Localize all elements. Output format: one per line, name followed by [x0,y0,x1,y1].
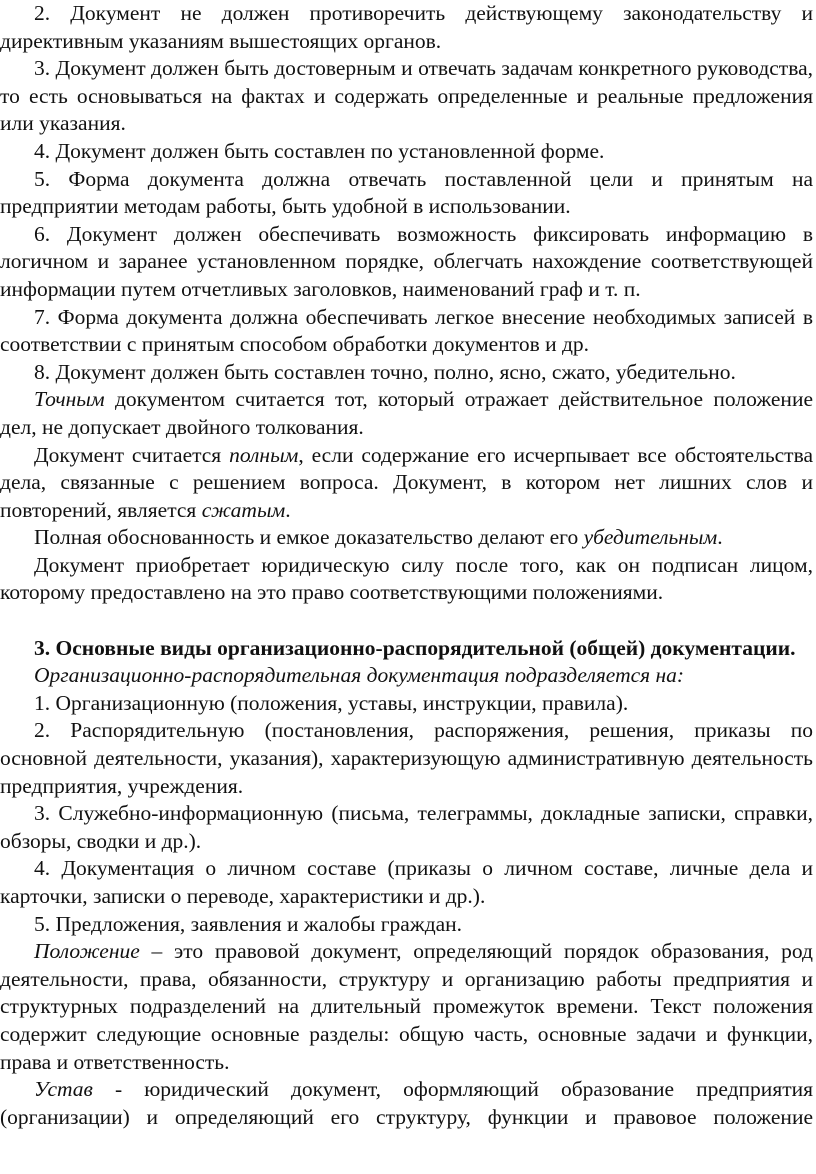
regulation-paragraph [0,938,813,1076]
requirement-4: 4. Документ должен быть составлен по установленной форме. [34,138,605,163]
regulation-text: – это правовой документ, определяющий порядок образования, род деятельности, права, обязанности, структуру и организацию работы предприятия и структурных подразделений на длительный промежуток времени. Текст положения содержит следующие основные разделы: общую часть, основные задачи и функции, права и ответственность. [0,939,813,1074]
requirement-5: 5. Форма документа должна отвечать поставленной цели и принятым на предприятии методам работы, быть удобной в использовании. [0,166,813,219]
requirement-3: 3. Документ должен быть достоверным и отвечать задачам конкретного руководства, то есть основываться на фактах и содержать определенные и реальные предложения или указания. [0,56,813,136]
concise-term: сжатым [201,497,286,522]
charter-text-line2: (организации) и определяющий его структуру, функции и правовое положение [0,1104,813,1129]
requirement-7: 7. Форма документа должна обеспечивать легкое внесение необходимых записей в соответствии с принятым способом обработки документов и др. [0,304,813,357]
section-3-heading: 3. Основные виды организационно-распорядительной (общей) документации. [34,635,796,660]
doc-type-item: 4. Документация о личном составе (приказы о личном составе, личные дела и карточки, записки о переводе, характеристики и др.). [0,856,813,908]
requirement-8: 8. Документ должен быть составлен точно, полно, ясно, сжато, убедительно. [34,359,736,384]
convincing-text-before: Полная обоснованность и емкое доказательство делают его [34,525,584,550]
convincing-text-end: . [717,525,723,550]
complete-term: полным [229,442,299,467]
requirement-2: 2. Документ не должен противоречить действующему законодательству и директивным указаниям вышестоящих органов. [0,1,813,53]
doc-type-item: 3. Служебно-информационную (письма, телеграммы, докладные записки, справки, обзоры, сводки и др.). [0,801,813,853]
charter-term: Устав [34,1077,93,1102]
complete-text-end: . [285,497,291,522]
doc-type-item: 5. Предложения, заявления и жалобы граждан. [34,911,463,936]
convincing-term: убедительным [583,525,718,550]
requirement-6: 6. Документ должен обеспечивать возможность фиксировать информацию в логичном и заранее установленном порядке, облегчать нахождение соответствующей информации путем отчетливых заголовков, наименований граф и т. п. [0,221,813,301]
convincing-paragraph [0,524,813,552]
complete-paragraph [0,442,813,525]
doc-type-item: 1. Организационную (положения, уставы, инструкции, правила). [34,690,629,715]
charter-paragraph [0,1076,813,1131]
complete-text-before: Документ считается [34,442,230,467]
charter-text-line1: - юридический документ, оформляющий образование предприятия [92,1077,813,1102]
accurate-paragraph [0,386,813,441]
doc-type-item: 2. Распорядительную (постановления, распоряжения, решения, приказы по основной деятельности, указания), характеризующую административную деятельность предприятия, учреждения. [0,718,813,798]
legal-force-paragraph: Документ приобретает юридическую силу после того, как он подписан лицом, которому предоставлено на это право соответствующими положениями. [0,552,813,605]
complete-text-middle: , если содержание его исчерпывает все обстоятельства дела, связанные с решением вопроса. Документ, в котором нет лишних слов и повторений, является [0,442,813,522]
accurate-text: документом считается тот, который отражает действительное положение дел, не допускает двойного толкования. [0,387,813,439]
regulation-term: Положение [34,939,140,964]
accurate-term: Точным [34,387,105,412]
section-3-intro: Организационно-распорядительная документация подразделяется на: [34,663,685,688]
